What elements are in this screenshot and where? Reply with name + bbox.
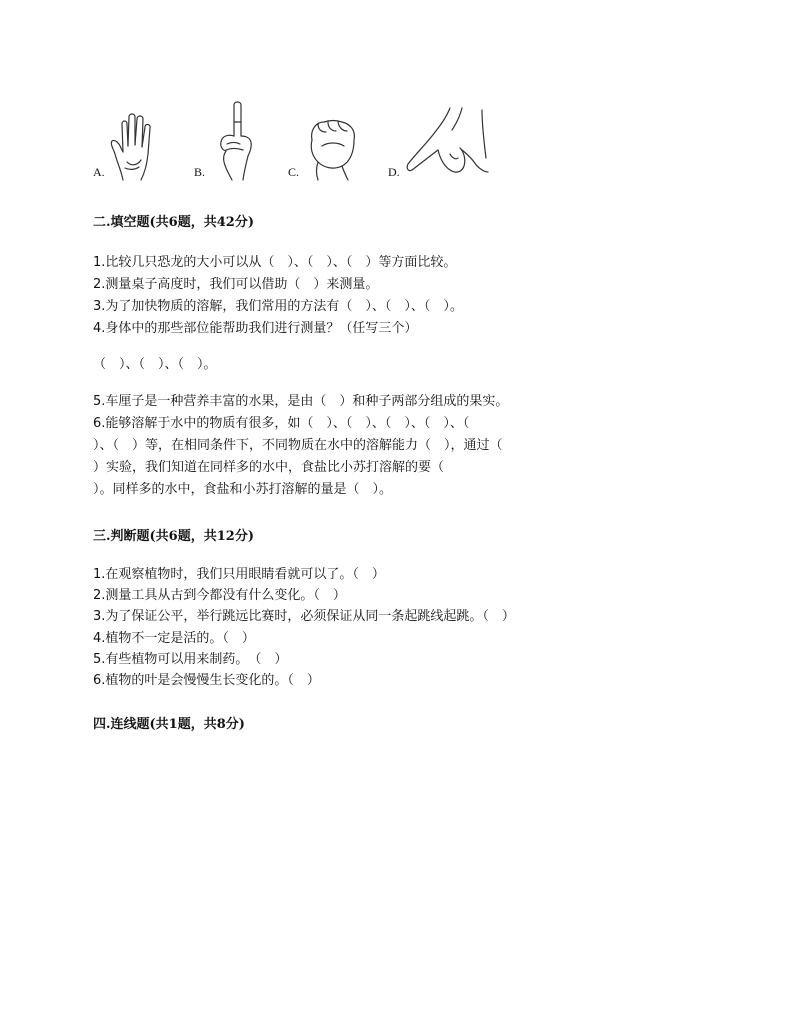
section-2-line-6c: ）实验，我们知道在同样多的水中，食盐比小苏打溶解的要（ [93, 460, 445, 475]
option-b-figure [194, 98, 284, 182]
section-3-line-4: 4.植物不一定是活的。（ ） [93, 631, 255, 646]
section-3-line-5: 5.有些植物可以用来制药。 （ ） [93, 652, 288, 667]
option-a-label: A. [93, 165, 105, 179]
pointing-finger-icon [404, 106, 490, 182]
section-2-line-2: 2.测量桌子高度时，我们可以借助（ ）来测量。 [93, 277, 379, 292]
option-d-label: D. [388, 165, 400, 179]
section-2-line-1: 1.比较几只恐龙的大小可以从（ ）、（ ）、（ ）等方面比较。 [93, 255, 457, 270]
section-3-line-1: 1.在观察植物时，我们只用眼睛看就可以了。（ ） [93, 567, 385, 582]
section-3-line-3: 3.为了保证公平，举行跳远比赛时，必须保证从同一条起跳线起跳。（ ） [93, 609, 515, 624]
section-3-line-2: 2.测量工具从古到今都没有什么变化。（ ） [93, 588, 346, 603]
section-2-line-4-answers: （ ）、（ ）、（ ）。 [93, 357, 217, 372]
section-2-line-3: 3.为了加快物质的溶解，我们常用的方法有（ ）、（ ）、（ ）。 [93, 299, 463, 314]
section-2-line-6d: ）。同样多的水中，食盐和小苏打溶解的量是（ ）。 [93, 482, 393, 497]
section-2-line-5: 5.车厘子是一种营养丰富的水果，是由（ ）和种子两部分组成的果实。 [93, 394, 509, 409]
section-2-heading: 二.填空题(共6题，共42分) [93, 215, 254, 230]
open-palm-icon [107, 110, 171, 182]
index-finger-up-icon [210, 100, 262, 182]
option-c-figure [288, 98, 378, 182]
option-a-figure [93, 98, 183, 182]
section-3-heading: 三.判断题(共6题，共12分) [93, 529, 254, 544]
option-c-label: C. [288, 165, 300, 179]
section-3-line-6: 6.植物的叶是会慢慢生长变化的。（ ） [93, 673, 320, 688]
section-2-line-4: 4.身体中的那些部位能帮助我们进行测量？（任写三个） [93, 321, 418, 336]
fist-icon [304, 110, 360, 182]
option-b-label: B. [194, 165, 206, 179]
section-4-heading: 四.连线题(共1题，共8分) [93, 717, 245, 732]
section-2-line-6a: 6.能够溶解于水中的物质有很多，如（ ）、（ ）、（ ）、（ ）、（ [93, 416, 470, 431]
section-2-line-6b: ）、（ ）等，在相同条件下，不同物质在水中的溶解能力（ ），通过（ [93, 438, 503, 453]
option-d-figure [388, 98, 498, 182]
